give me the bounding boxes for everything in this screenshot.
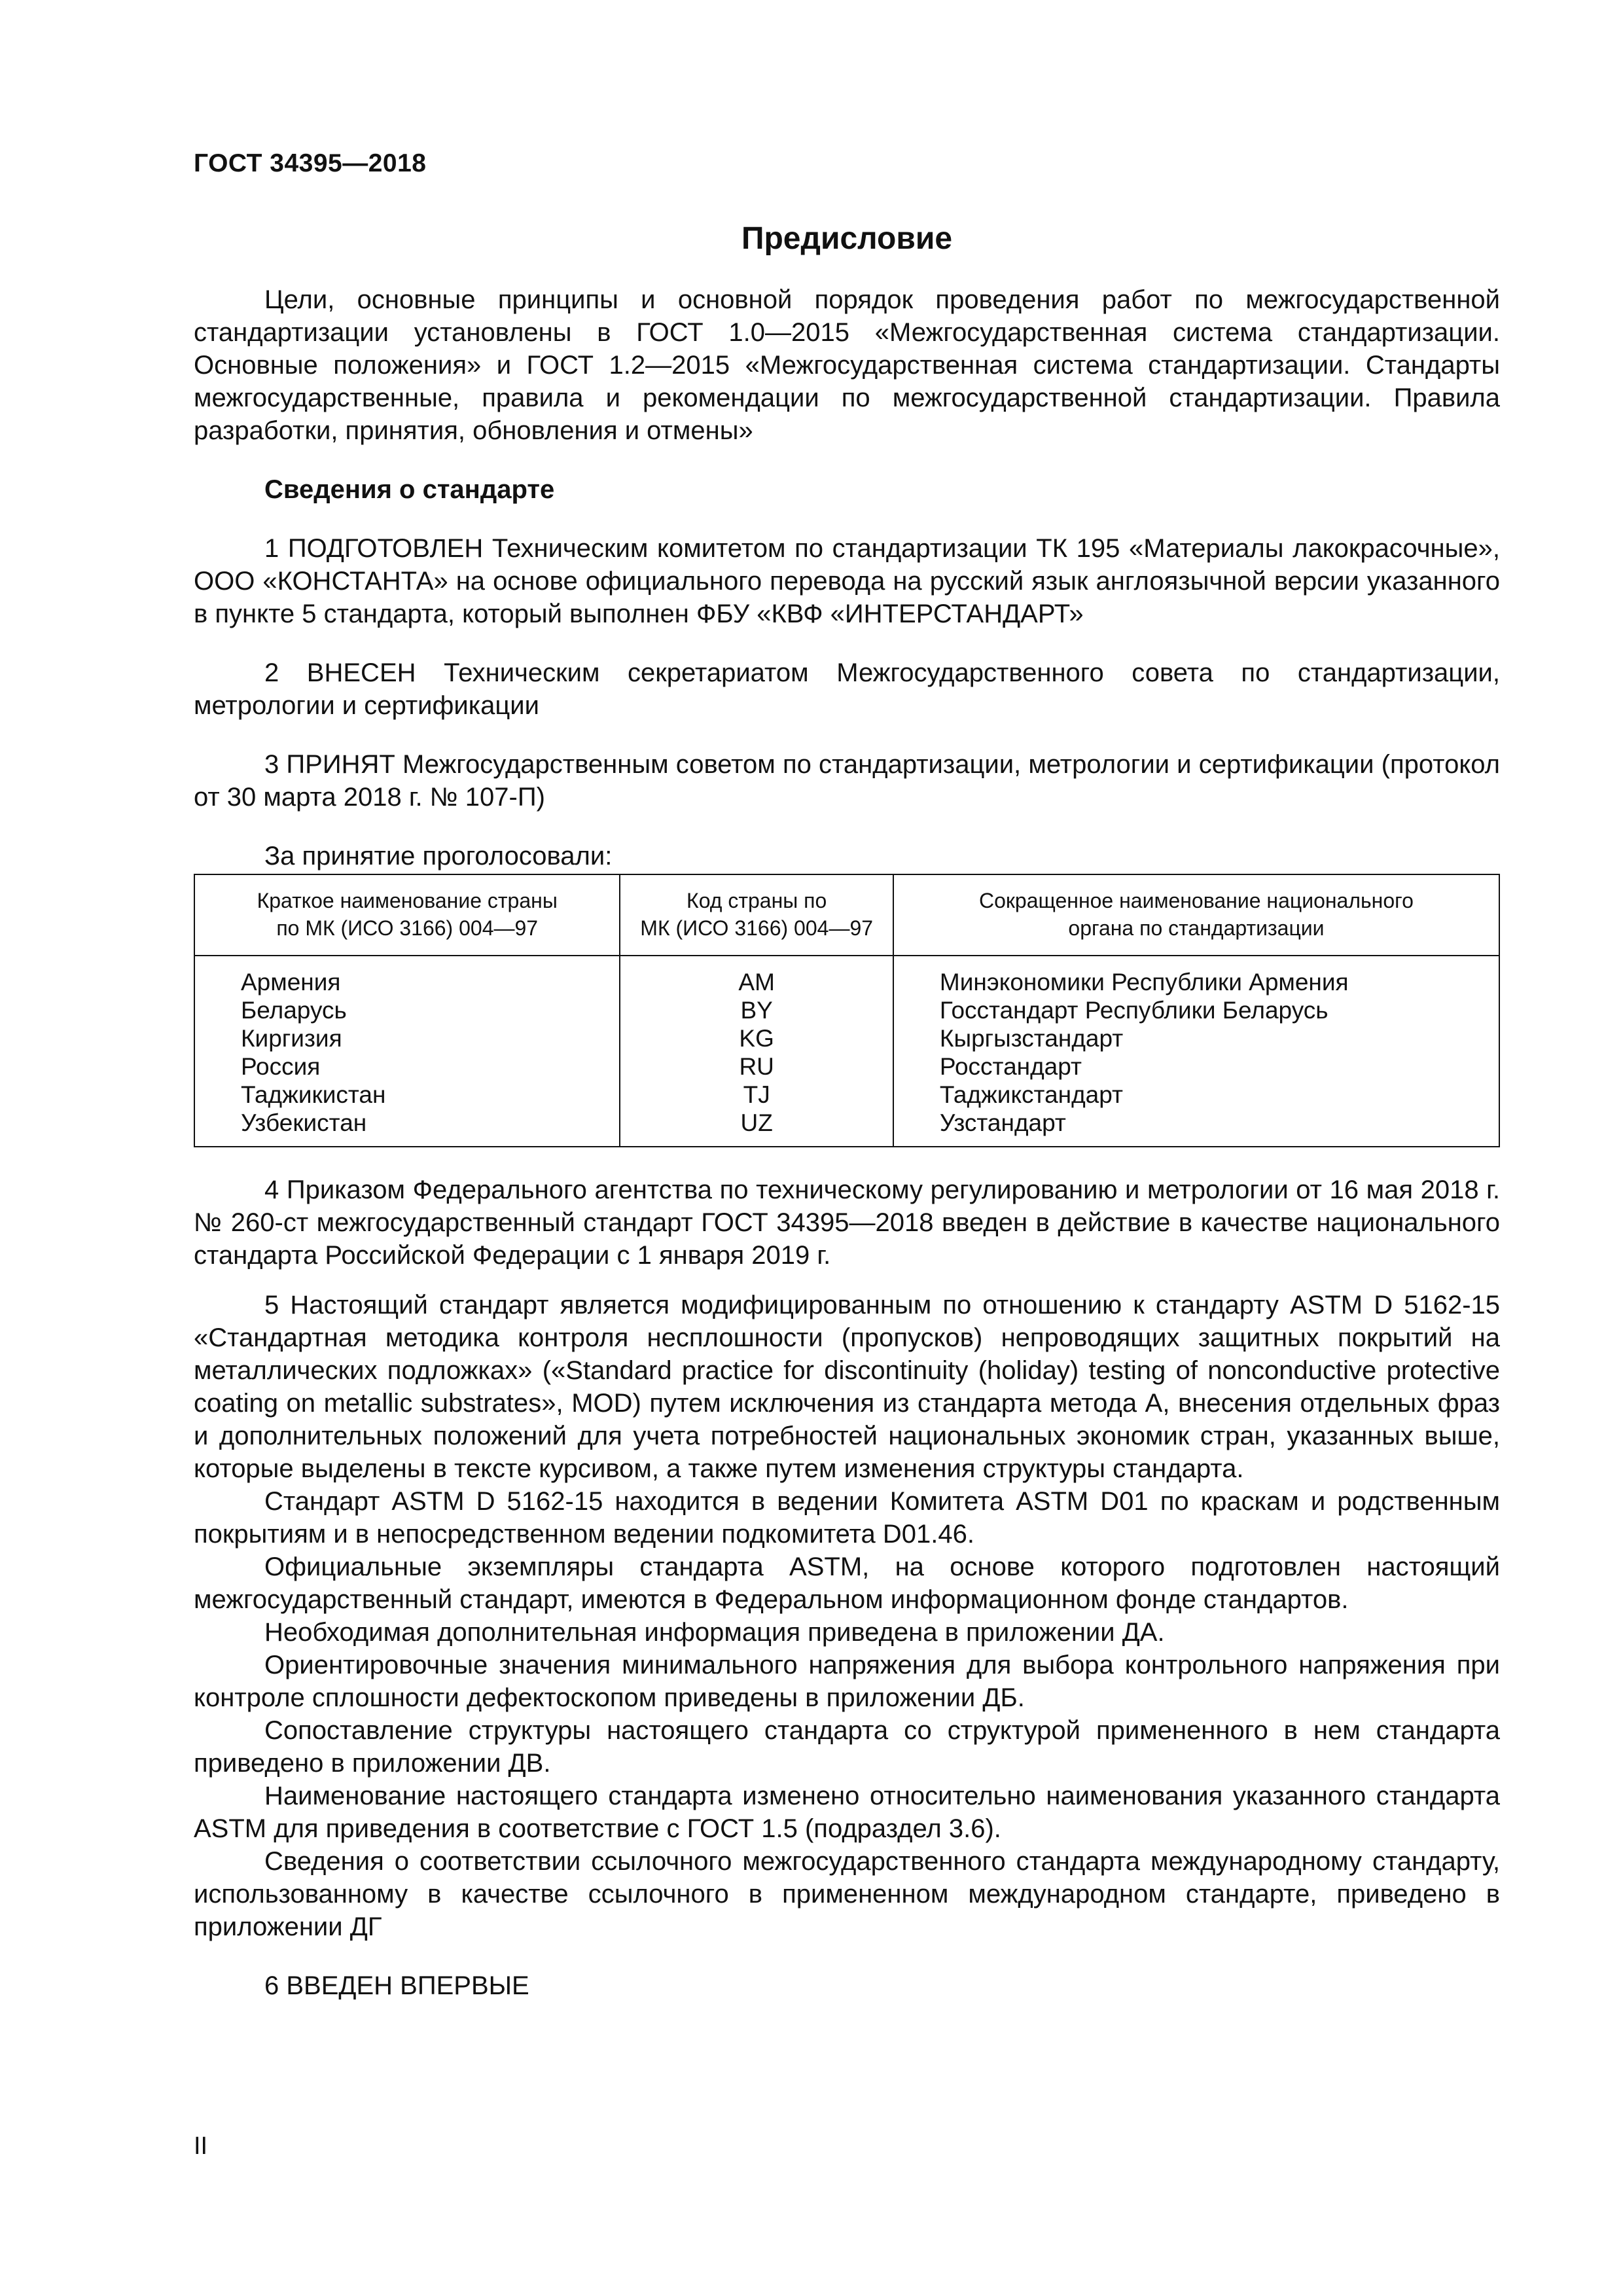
document-code-header: ГОСТ 34395—2018 <box>194 149 427 177</box>
item-4-paragraph: 4 Приказом Федерального агентства по техническому регулированию и метрологии от 16 мая 2018 г. № 260-ст межгосударственный стандарт ГОСТ 34395—2018 введен в действие в качестве национального стандарта Российской Федерации с 1 января 2019 г. <box>194 1175 1500 1270</box>
item-1-paragraph: 1 ПОДГОТОВЛЕН Техническим комитетом по стандартизации ТК 195 «Материалы лакокрасочные», ООО «КОНСТАНТА» на основе официального перевода на русский язык англоязычной версии указанного в пункте 5 стандарта, который выполнен ФБУ «КВФ «ИНТЕРСТАНДАРТ» <box>194 534 1500 628</box>
intro-paragraph: Цели, основные принципы и основной порядок проведения работ по межгосударственной стандартизации установлены в ГОСТ 1.0—2015 «Межгосударственная система стандартизации. Основные положения» и ГОСТ 1.2—2015 «Межгосударственная система стандартизации. Стандарты межгосударственные, правила и рекомендации по межгосударственной стандартизации. Правила разработки, принятия, обновления и отмены» <box>194 285 1500 445</box>
cell-country: Таджикистан <box>194 1081 620 1109</box>
table-row <box>194 996 1499 1024</box>
cell-code: KG <box>620 1024 893 1052</box>
table-row <box>194 1109 1499 1147</box>
cell-code: BY <box>620 996 893 1024</box>
cell-country: Россия <box>194 1052 620 1081</box>
header-national-body <box>893 874 1499 956</box>
cell-country: Узбекистан <box>194 1109 620 1147</box>
vote-table <box>194 874 1500 1147</box>
item-5-copies-paragraph: Официальные экземпляры стандарта ASTM, на основе которого подготовлен настоящий межгосударственный стандарт, имеются в Федеральном информационном фонде стандартов. <box>194 1552 1500 1614</box>
item-5-name-change-paragraph: Наименование настоящего стандарта изменено относительно наименования указанного стандарта ASTM для приведения в соответствие с ГОСТ 1.5 (подраздел 3.6). <box>194 1782 1500 1843</box>
vote-table-header-row <box>194 874 1499 956</box>
table-row <box>194 1024 1499 1052</box>
item-5-committee-paragraph: Стандарт ASTM D 5162-15 находится в ведении Комитета ASTM D01 по краскам и родственным покрытиям и в непосредственном ведении подкомитета D01.46. <box>194 1487 1500 1549</box>
table-row <box>194 1052 1499 1081</box>
cell-code: TJ <box>620 1081 893 1109</box>
cell-body: Узстандарт <box>893 1109 1499 1147</box>
header-national-body-line-1: Сокращенное наименование национального <box>979 889 1414 912</box>
cell-code: UZ <box>620 1109 893 1147</box>
table-row <box>194 1081 1499 1109</box>
cell-country: Армения <box>194 959 620 996</box>
item-5-paragraph: 5 Настоящий стандарт является модифицированным по отношению к стандарту ASTM D 5162-15 «Стандартная методика контроля несплошности (пропусков) непроводящих защитных покрытий на металлических подложках» («Standard practice for discontinuity (holiday) testing of nonconductive protective coating on metallic substrates», MOD) путем исключения из стандарта метода А, внесения отдельных фраз и дополнительных положений для учета потребностей национальных экономик стран, указанных выше, которые выделены в тексте курсивом, а также путем изменения структуры стандарта. <box>194 1291 1500 1483</box>
header-national-body-line-2: органа по стандартизации <box>1068 916 1325 940</box>
item-5-appendix-db-paragraph: Ориентировочные значения минимального напряжения для выбора контрольного напряжения при контроле сплошности дефектоскопом приведены в приложении ДБ. <box>194 1651 1500 1712</box>
item-3-paragraph: 3 ПРИНЯТ Межгосударственным советом по стандартизации, метрологии и сертификации (протокол от 30 марта 2018 г. № 107-П) <box>194 750 1500 812</box>
cell-body: Росстандарт <box>893 1052 1499 1081</box>
header-country-code <box>620 874 893 956</box>
document-body <box>194 219 1500 2002</box>
item-5-appendix-da-paragraph: Необходимая дополнительная информация приведена в приложении ДА. <box>264 1618 1165 1647</box>
cell-country: Беларусь <box>194 996 620 1024</box>
header-country-code-line-1: Код страны по <box>687 889 827 912</box>
page-number: II <box>194 2132 208 2160</box>
page-title: Предисловие <box>741 221 953 256</box>
section-heading: Сведения о стандарте <box>264 475 555 504</box>
cell-code: RU <box>620 1052 893 1081</box>
cell-body: Кыргызстандарт <box>893 1024 1499 1052</box>
header-country-name <box>194 874 620 956</box>
item-2-paragraph: 2 ВНЕСЕН Техническим секретариатом Межгосударственного совета по стандартизации, метрологии и сертификации <box>194 658 1500 720</box>
table-row <box>194 959 1499 996</box>
cell-country: Киргизия <box>194 1024 620 1052</box>
item-6-paragraph: 6 ВВЕДЕН ВПЕРВЫЕ <box>264 1971 529 2000</box>
cell-body: Госстандарт Республики Беларусь <box>893 996 1499 1024</box>
item-5-appendix-dg-paragraph: Сведения о соответствии ссылочного межгосударственного стандарта международному стандарту, использованному в качестве ссылочного в примененном международном стандарте, приведено в приложении ДГ <box>194 1847 1500 1941</box>
cell-body: Минэкономики Республики Армения <box>893 959 1499 996</box>
header-country-name-line-1: Краткое наименование страны <box>257 889 558 912</box>
header-country-code-line-2: МК (ИСО 3166) 004—97 <box>640 916 874 940</box>
cell-code: AM <box>620 959 893 996</box>
vote-table-caption: За принятие проголосовали: <box>264 842 613 870</box>
cell-body: Таджикстандарт <box>893 1081 1499 1109</box>
header-country-name-line-2: по МК (ИСО 3166) 004—97 <box>276 916 539 940</box>
item-5-appendix-dv-paragraph: Сопоставление структуры настоящего стандарта со структурой примененного в нем стандарта приведено в приложении ДВ. <box>194 1716 1500 1778</box>
